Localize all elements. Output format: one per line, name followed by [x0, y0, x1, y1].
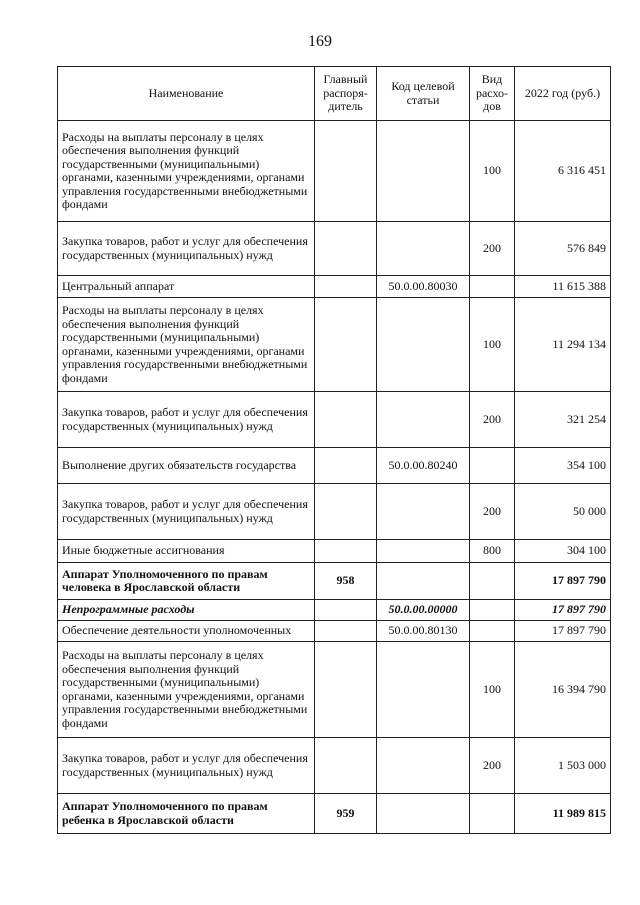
row-type — [470, 563, 515, 600]
header-name: Наименование — [58, 67, 315, 121]
row-name: Непрограммные расходы — [58, 600, 315, 621]
row-amount: 17 897 790 — [515, 621, 611, 642]
row-manager — [315, 484, 377, 540]
row-type: 100 — [470, 121, 515, 222]
row-code — [377, 298, 470, 392]
row-amount: 16 394 790 — [515, 642, 611, 738]
row-name: Расходы на выплаты персоналу в целях обеспечения выполнения функций государственными (муниципальными) органами, казенными учреждениями, органами управления государственными внебюджетными фондами — [58, 121, 315, 222]
row-amount: 11 989 815 — [515, 794, 611, 834]
row-code: 50.0.00.00000 — [377, 600, 470, 621]
row-code — [377, 563, 470, 600]
row-name: Расходы на выплаты персоналу в целях обеспечения выполнения функций государственными (муниципальными) органами, казенными учреждениями, органами управления государственными внебюджетными фондами — [58, 642, 315, 738]
row-code — [377, 222, 470, 276]
row-manager: 959 — [315, 794, 377, 834]
row-manager — [315, 738, 377, 794]
row-name: Закупка товаров, работ и услуг для обеспечения государственных (муниципальных) нужд — [58, 222, 315, 276]
row-manager — [315, 642, 377, 738]
row-manager — [315, 392, 377, 448]
row-code — [377, 392, 470, 448]
table-row — [58, 621, 611, 642]
row-type: 200 — [470, 484, 515, 540]
row-code: 50.0.00.80240 — [377, 448, 470, 484]
row-name: Закупка товаров, работ и услуг для обеспечения государственных (муниципальных) нужд — [58, 392, 315, 448]
table-row — [58, 448, 611, 484]
row-manager — [315, 276, 377, 298]
row-manager — [315, 298, 377, 392]
row-name: Аппарат Уполномоченного по правам человека в Ярославской области — [58, 563, 315, 600]
table-row — [58, 392, 611, 448]
row-type — [470, 600, 515, 621]
table-header-row — [58, 67, 611, 121]
table-row — [58, 484, 611, 540]
row-name: Расходы на выплаты персоналу в целях обеспечения выполнения функций государственными (муниципальными) органами, казенными учреждениями, органами управления государственными внебюджетными фондами — [58, 298, 315, 392]
row-type — [470, 276, 515, 298]
row-code: 50.0.00.80030 — [377, 276, 470, 298]
row-manager — [315, 448, 377, 484]
row-manager — [315, 621, 377, 642]
row-name: Иные бюджетные ассигнования — [58, 540, 315, 563]
row-type — [470, 448, 515, 484]
row-amount: 1 503 000 — [515, 738, 611, 794]
row-manager — [315, 540, 377, 563]
row-type — [470, 621, 515, 642]
header-type: Вид расхо-дов — [470, 67, 515, 121]
header-manager: Главный распоря-дитель — [315, 67, 377, 121]
row-code — [377, 484, 470, 540]
row-amount: 304 100 — [515, 540, 611, 563]
row-type: 200 — [470, 392, 515, 448]
row-type: 800 — [470, 540, 515, 563]
row-manager — [315, 121, 377, 222]
header-code: Код целевой статьи — [377, 67, 470, 121]
row-manager: 958 — [315, 563, 377, 600]
table-row — [58, 222, 611, 276]
row-manager — [315, 222, 377, 276]
row-amount: 17 897 790 — [515, 600, 611, 621]
table-row — [58, 298, 611, 392]
row-amount: 6 316 451 — [515, 121, 611, 222]
table-row — [58, 738, 611, 794]
row-type: 200 — [470, 222, 515, 276]
page-number: 169 — [308, 33, 332, 50]
budget-table — [57, 66, 611, 834]
row-amount: 11 615 388 — [515, 276, 611, 298]
row-amount: 50 000 — [515, 484, 611, 540]
table-row — [58, 794, 611, 834]
row-amount: 11 294 134 — [515, 298, 611, 392]
row-code — [377, 642, 470, 738]
row-amount: 354 100 — [515, 448, 611, 484]
row-name: Закупка товаров, работ и услуг для обеспечения государственных (муниципальных) нужд — [58, 738, 315, 794]
row-amount: 321 254 — [515, 392, 611, 448]
table-row — [58, 540, 611, 563]
row-name: Выполнение других обязательств государства — [58, 448, 315, 484]
row-code — [377, 738, 470, 794]
row-name: Обеспечение деятельности уполномоченных — [58, 621, 315, 642]
row-type: 100 — [470, 298, 515, 392]
row-type: 200 — [470, 738, 515, 794]
row-code — [377, 121, 470, 222]
row-code — [377, 794, 470, 834]
table-row — [58, 276, 611, 298]
header-amount: 2022 год (руб.) — [515, 67, 611, 121]
row-amount: 17 897 790 — [515, 563, 611, 600]
row-type — [470, 794, 515, 834]
row-amount: 576 849 — [515, 222, 611, 276]
row-name: Аппарат Уполномоченного по правам ребенка в Ярославской области — [58, 794, 315, 834]
row-manager — [315, 600, 377, 621]
row-type: 100 — [470, 642, 515, 738]
row-code: 50.0.00.80130 — [377, 621, 470, 642]
row-code — [377, 540, 470, 563]
table-row — [58, 600, 611, 621]
table-row — [58, 563, 611, 600]
row-name: Центральный аппарат — [58, 276, 315, 298]
row-name: Закупка товаров, работ и услуг для обеспечения государственных (муниципальных) нужд — [58, 484, 315, 540]
table-row — [58, 121, 611, 222]
table-row — [58, 642, 611, 738]
